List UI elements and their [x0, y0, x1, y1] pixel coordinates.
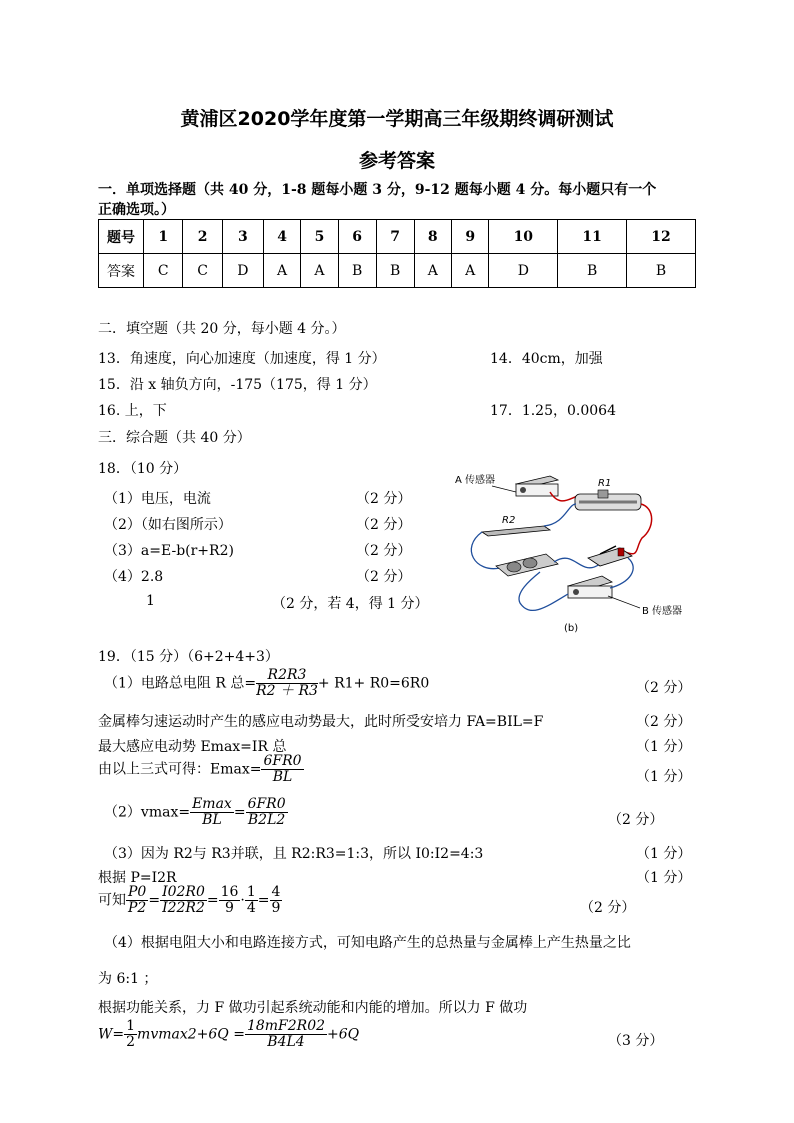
q19-line-3: 最大感应电动势 Emax=IR 总: [98, 739, 287, 755]
fraction: [261, 754, 303, 785]
sensor-a-label: A 传感器: [455, 475, 496, 486]
table-cell: 5: [301, 220, 338, 254]
wire-blue-2: [471, 532, 500, 569]
denominator: 2: [126, 1034, 136, 1050]
q19-line8-prefix: 可知: [98, 892, 126, 909]
battery-holder: [496, 554, 558, 576]
resistor-r2: [482, 526, 550, 536]
fraction: [256, 668, 318, 699]
q19-line4-prefix: 由以上三式可得：Emax=: [98, 761, 262, 778]
fraction: [245, 1019, 327, 1050]
numerator: 16: [220, 884, 239, 900]
q19-score-3: （1 分）: [636, 739, 692, 755]
section1-heading: 一．单项选择题（共 40 分，1-8 题每小题 3 分，9-12 题每小题 4 分。每小题只有一个: [98, 182, 657, 198]
q19-line-10: 为 6:1 ；: [98, 971, 158, 987]
numerator: 4: [271, 884, 281, 900]
section1-heading-cont: 正确选项。）: [98, 202, 175, 218]
sensor-a-pointer: [492, 486, 516, 492]
table-cell: A: [263, 254, 300, 288]
numerator: 1: [126, 1018, 136, 1034]
r1-label: R1: [598, 478, 612, 489]
table-cell: A: [452, 254, 489, 288]
table-cell: 2: [183, 220, 222, 254]
numerator: 6FR0: [263, 753, 302, 769]
q19-line-6: （3）因为 R2与 R3并联，且 R2:R3=1:3，所以 I0:I2=4:3: [104, 846, 484, 862]
section2-heading: 二．填空题（共 20 分，每小题 4 分。）: [98, 321, 346, 337]
wire-red-2: [625, 504, 652, 554]
q18-item-4: （4）2.8: [104, 569, 164, 585]
denominator: R2 ＋ R3: [256, 683, 318, 699]
fraction: [124, 1019, 137, 1050]
table-cell: 11: [558, 220, 627, 254]
table-cell: C: [144, 254, 183, 288]
q19-line-4: [98, 754, 304, 785]
q19-line-7: 根据 P=I2R: [98, 870, 177, 886]
denominator: P2: [128, 900, 147, 916]
table-cell: 9: [452, 220, 489, 254]
r2-label: R2: [502, 515, 516, 526]
table-cell: D: [222, 254, 263, 288]
table-header-cell: 题号: [99, 220, 144, 254]
answer-q15: 15．沿 x 轴负方向，-175（175，得 1 分）: [98, 377, 377, 393]
table-cell: D: [489, 254, 558, 288]
q19-line-2: 金属棒匀速运动时产生的感应电动势最大，此时所受安培力 FA=BIL=F: [98, 714, 544, 730]
sensor-b: [568, 576, 612, 598]
q19-score-4: （1 分）: [636, 769, 692, 785]
q18-extra-value: 1: [146, 593, 155, 609]
q19-score-8: （2 分）: [580, 900, 636, 916]
numerator: I02R0: [162, 884, 205, 900]
question-number-row: [99, 220, 696, 254]
q19-score-7: （1 分）: [636, 870, 692, 886]
q19-line5-prefix: （2）vmax=: [104, 804, 191, 821]
circuit-diagram: [450, 468, 710, 638]
numerator: P0: [128, 884, 147, 900]
numerator: Emax: [192, 796, 232, 812]
table-cell: A: [414, 254, 451, 288]
wire-blue-4: [519, 572, 568, 610]
q19-line12-mid: mvmax2+6Q =: [137, 1026, 245, 1043]
table-cell: B: [627, 254, 696, 288]
table-cell: 4: [263, 220, 300, 254]
q19-score-12: （3 分）: [608, 1033, 664, 1049]
sensor-a: [516, 476, 558, 496]
sensor-b-pointer: [608, 596, 640, 608]
q19-line-1: [104, 668, 429, 699]
q19-line-8: 可知 $\frac{P0}{P2}$ = $\frac{I02R0}{I22R2}$ = $\frac{16}{9}$ · $\frac{1}{4}$ = $\frac{4}{9}$: [98, 884, 281, 916]
page-subtitle: 参考答案: [358, 150, 435, 172]
table-cell: 8: [414, 220, 451, 254]
answer-row: [99, 254, 696, 288]
table-cell: C: [183, 254, 222, 288]
table-cell: 1: [144, 220, 183, 254]
q18-score-2: （2 分）: [356, 517, 412, 533]
fraction: [160, 885, 207, 916]
denominator: B2L2: [247, 812, 286, 828]
numerator: 18mF2R02: [246, 1018, 326, 1034]
wire-blue-5: [610, 558, 633, 588]
answer-q17: 17．1.25，0.0064: [490, 403, 616, 419]
wire-blue-1: [544, 504, 576, 526]
table-cell: 12: [627, 220, 696, 254]
q18-header: 18．（10 分）: [98, 461, 188, 477]
figure-caption: (b): [564, 623, 579, 634]
fraction: [246, 797, 288, 828]
fraction: [219, 885, 241, 916]
denominator: 9: [271, 900, 281, 916]
denominator: BL: [272, 769, 293, 785]
q19-line-5: （2）vmax= $\frac{Emax}{BL}$ = $\frac{6FR0}{B2L2}$: [104, 796, 286, 828]
table-cell: B: [338, 254, 376, 288]
fraction: [126, 885, 148, 916]
numerator: 6FR0: [247, 796, 286, 812]
answer-q16: 16. 上，下: [98, 403, 167, 419]
q19-line12-prefix: W=: [98, 1026, 125, 1043]
table-cell: 6: [338, 220, 376, 254]
q18-score-4: （2 分）: [356, 569, 412, 585]
q18-extra-score: （2 分，若 4，得 1 分）: [272, 596, 429, 612]
table-cell: A: [301, 254, 338, 288]
answer-q13: 13．角速度，向心加速度（加速度，得 1 分）: [98, 351, 386, 367]
q18-score-1: （2 分）: [356, 491, 412, 507]
q19-line1-suffix: + R1+ R0=6R0: [317, 675, 430, 692]
table-header-cell: 答案: [99, 254, 144, 288]
q19-line-11: 根据功能关系，力 F 做功引起系统动能和内能的增加。所以力 F 做功: [98, 1000, 528, 1016]
table-cell: B: [376, 254, 414, 288]
q19-line1-prefix: （1）电路总电阻 R 总=: [104, 675, 257, 692]
q19-score-5: （2 分）: [608, 812, 664, 828]
denominator: 4: [246, 900, 256, 916]
q18-item-2: （2）（如右图所示）: [104, 517, 232, 533]
section3-heading: 三．综合题（共 40 分）: [98, 430, 251, 446]
switch: [588, 546, 632, 566]
numerator: 1: [246, 884, 256, 900]
table-cell: 7: [376, 220, 414, 254]
fraction: [190, 797, 234, 828]
q19-score-2: （2 分）: [636, 714, 692, 730]
q19-line-12: [98, 1019, 359, 1050]
q18-item-1: （1）电压，电流: [104, 491, 211, 507]
fraction: [245, 885, 258, 916]
table-cell: 10: [489, 220, 558, 254]
q19-score-1: （2 分）: [636, 680, 692, 696]
q18-item-3: （3）a=E-b(r+R2): [104, 543, 234, 559]
table-cell: 3: [222, 220, 263, 254]
answer-table: [98, 219, 696, 288]
denominator: BL: [202, 812, 222, 828]
rheostat-r1: [575, 490, 641, 510]
table-cell: B: [558, 254, 627, 288]
q19-line12-suffix: +6Q: [327, 1026, 360, 1043]
q18-score-3: （2 分）: [356, 543, 412, 559]
denominator: B4L4: [267, 1034, 305, 1050]
fraction: [270, 885, 283, 916]
sensor-b-label: B 传感器: [642, 606, 683, 617]
answer-q14: 14．40cm，加强: [490, 351, 603, 367]
page-title: 黄浦区2020学年度第一学期高三年级期终调研测试: [180, 108, 614, 130]
q19-header: 19．（15 分）（6+2+4+3）: [98, 649, 279, 665]
q19-score-6: （1 分）: [636, 846, 692, 862]
q19-line-9: （4）根据电阻大小和电路连接方式，可知电路产生的总热量与金属棒上产生热量之比: [104, 935, 631, 951]
numerator: R2R3: [256, 668, 318, 684]
denominator: 9: [225, 900, 234, 916]
denominator: I22R2: [162, 900, 205, 916]
